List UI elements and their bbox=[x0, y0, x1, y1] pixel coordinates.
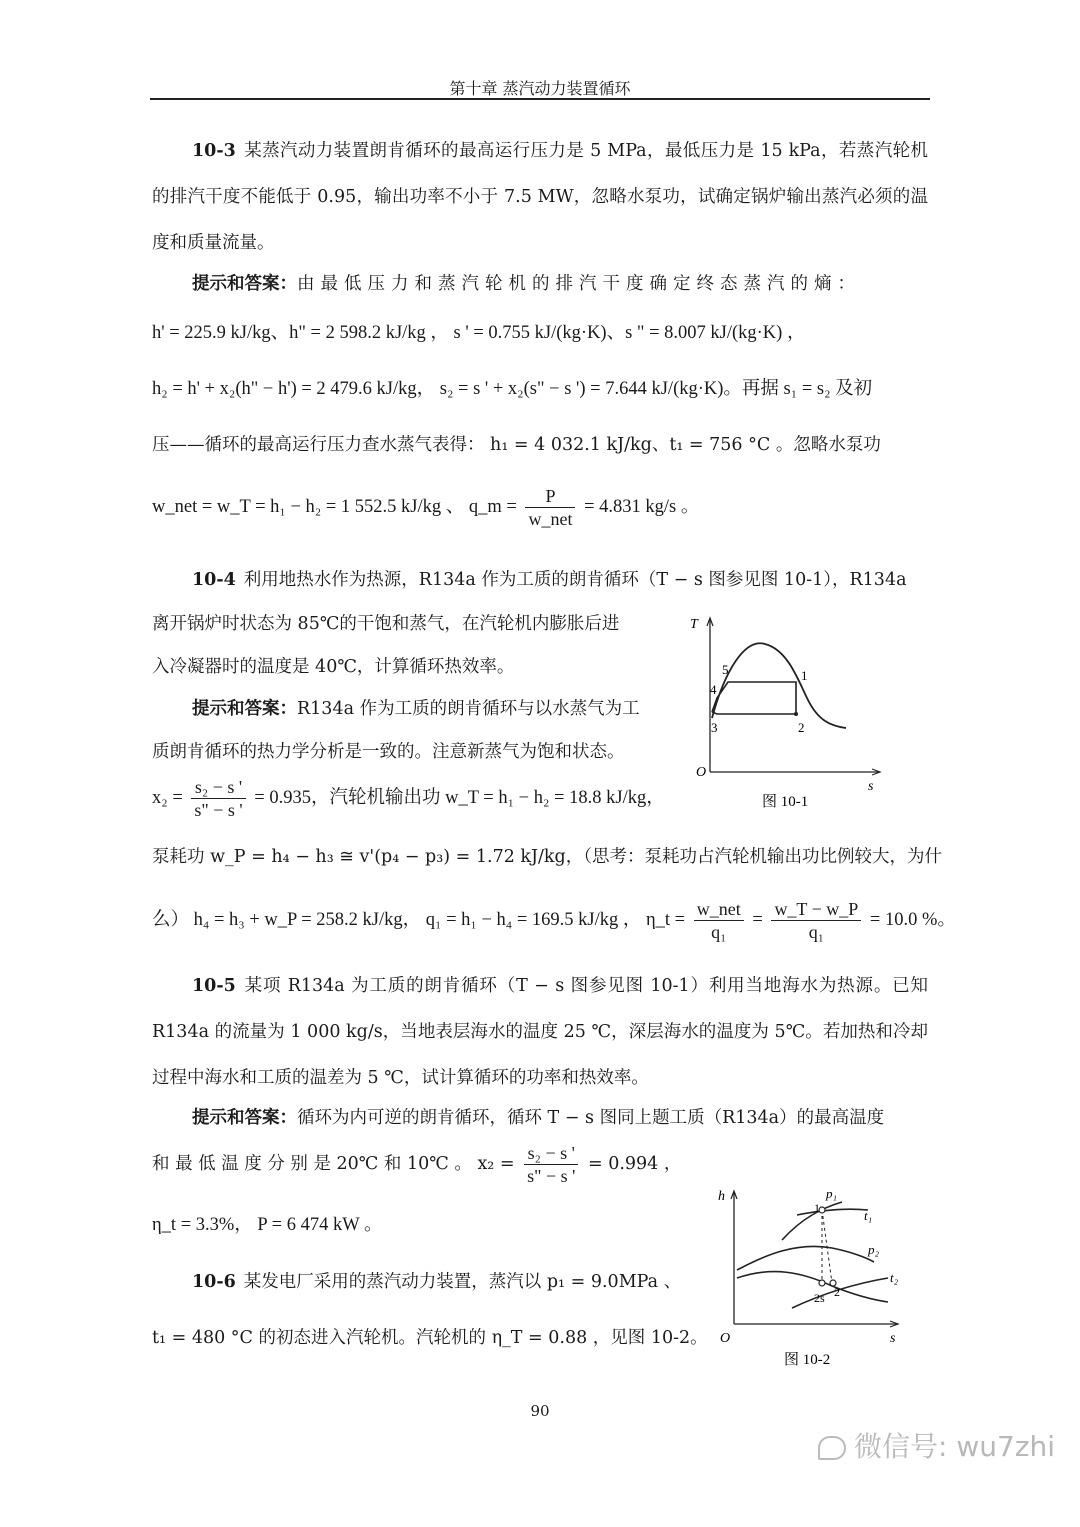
equation-part: w_net = w_T = h₁ − h₂ = 1 552.5 kJ/kg 、 q_m = bbox=[152, 496, 517, 517]
problem-10-3 bbox=[152, 128, 928, 266]
problem-10-5 bbox=[152, 963, 928, 1101]
point-label: 2s bbox=[814, 1291, 825, 1305]
state-point bbox=[794, 712, 798, 716]
point-label: 2 bbox=[834, 1285, 840, 1299]
state-point-2s bbox=[819, 1280, 825, 1286]
denominator: w_net bbox=[528, 509, 573, 529]
axis-label-s: s bbox=[890, 1331, 896, 1346]
axis-label-s: s bbox=[868, 779, 874, 794]
problem-text: 某项 R134a 为工质的朗肯循环（T − s 图参见图 10-1）利用当地海水为热源。已知 R134a 的流量为 1 000 kg/s，当地表层海水的温度 25 ℃，深层海水的温度为 5℃。若加热和冷却过程中海水和工质的温差为 5 ℃，试计算循环的功率和热效率。 bbox=[152, 976, 928, 1088]
fraction bbox=[694, 898, 744, 943]
problem-text: 某发电厂采用的蒸汽动力装置，蒸汽以 p₁ = 9.0MPa 、 bbox=[243, 1272, 682, 1292]
isotherm-t1 bbox=[797, 1209, 868, 1215]
problem-text: 利用地热水作为热源，R134a 作为工质的朗肯循环（T − s 图参见图 10-1），R134a bbox=[243, 570, 907, 590]
header-rule bbox=[150, 98, 930, 100]
curve-label: t₂ bbox=[890, 1270, 899, 1285]
problem-10-6 bbox=[192, 1268, 681, 1293]
watermark bbox=[818, 1425, 1055, 1465]
numerator: w_T − w_P bbox=[771, 898, 861, 921]
hint-10-3 bbox=[192, 270, 861, 295]
problem-number: 10-6 bbox=[192, 1272, 236, 1292]
equation: 压——循环的最高运行压力查水蒸气表得： h₁ = 4 032.1 kJ/kg、t₁ = 756 °C 。忽略水泵功 bbox=[152, 435, 881, 455]
denominator: s" − s ' bbox=[527, 1166, 576, 1186]
problem-text: 某蒸汽动力装置朗肯循环的最高运行压力是 5 MPa，最低压力是 15 kPa，若蒸汽轮机的排汽干度不能低于 0.95，输出功率不小于 7.5 MW，忽略水泵功，试确定锅炉输出蒸汽必须的温度和质量流量。 bbox=[152, 141, 928, 253]
numerator: s₂ − s ' bbox=[191, 776, 245, 799]
saturation-curve bbox=[737, 1272, 888, 1302]
problem-number: 10-5 bbox=[192, 976, 236, 996]
hint-10-4 bbox=[192, 695, 640, 720]
fraction bbox=[525, 485, 575, 530]
equation-part: 么） h₄ = h₃ + w_P = 258.2 kJ/kg， q₁ = h₁ − h₄ = 169.5 kJ/kg ， η_t = bbox=[152, 909, 686, 930]
point-label: 1 bbox=[801, 668, 808, 683]
hint-label: 提示和答案： bbox=[192, 1108, 297, 1128]
equation bbox=[152, 776, 665, 821]
fraction bbox=[524, 1142, 578, 1187]
numerator: s₂ − s ' bbox=[524, 1142, 578, 1165]
problem-number: 10-3 bbox=[192, 141, 236, 161]
equation-part: = 10.0 %。 bbox=[869, 909, 956, 930]
problem-text: 入冷凝器时的温度是 40℃，计算循环热效率。 bbox=[152, 657, 515, 677]
equation: 泵耗功 w_P = h₄ − h₃ ≅ v'(p₄ − p₃) = 1.72 kJ/kg，（思考：泵耗功占汽轮机输出功比例较大，为什 bbox=[152, 847, 942, 867]
wechat-icon bbox=[818, 1436, 846, 1460]
point-label: 3 bbox=[711, 720, 718, 735]
problem-text: 离开锅炉时状态为 85℃的干饱和蒸气，在汽轮机内膨胀后进 bbox=[152, 614, 620, 634]
isobar-p2 bbox=[737, 1246, 874, 1270]
figure-caption: 图 10-1 bbox=[762, 794, 809, 810]
figure-10-2 bbox=[712, 1182, 912, 1372]
equation bbox=[152, 898, 956, 943]
equation: η_t = 3.3%， P = 6 474 kW 。 bbox=[152, 1215, 383, 1235]
watermark-text: 微信号: wu7zhi bbox=[854, 1430, 1056, 1463]
denominator: q₁ bbox=[808, 922, 824, 942]
page-number: 90 bbox=[530, 1402, 550, 1420]
saturation-dome bbox=[712, 643, 846, 728]
problem-number: 10-4 bbox=[192, 570, 236, 590]
equation: h' = 225.9 kJ/kg、h" = 2 598.2 kJ/kg ， s ' = 0.755 kJ/(kg·K)、s " = 8.007 kJ/(kg·K) ， bbox=[152, 323, 806, 343]
hint-text: R134a 作为工质的朗肯循环与以水蒸气为工 bbox=[297, 699, 640, 719]
equation-part: = 4.831 kg/s 。 bbox=[584, 496, 700, 517]
curve-label: t₁ bbox=[864, 1208, 873, 1223]
hint-text: 由最低压力和蒸汽轮机的排汽干度确定终态蒸汽的熵： bbox=[297, 274, 861, 294]
equation-part: = 0.935，汽轮机输出功 w_T = h₁ − h₂ = 18.8 kJ/kg， bbox=[254, 787, 665, 808]
denominator: s" − s ' bbox=[194, 800, 243, 820]
figure-10-1 bbox=[690, 610, 890, 830]
equation bbox=[152, 485, 699, 530]
equation: h₂ = h' + x₂(h" − h') = 2 479.6 kJ/kg， s₂ = s ' + x₂(s" − s ') = 7.644 kJ/(kg·K)。再据 s₁ = s₂ 及初 bbox=[152, 379, 873, 399]
isotherm-t2 bbox=[792, 1278, 888, 1308]
point-label: 1 bbox=[814, 1201, 820, 1215]
equation bbox=[152, 1142, 681, 1187]
origin-label: O bbox=[696, 765, 707, 780]
fraction bbox=[191, 776, 245, 821]
equation-part: = bbox=[752, 909, 763, 930]
hint-text: 循环为内可逆的朗肯循环，循环 T − s 图同上题工质（R134a）的最高温度 bbox=[297, 1108, 885, 1128]
denominator: q₁ bbox=[711, 922, 727, 942]
running-header: 第十章 蒸汽动力装置循环 bbox=[449, 79, 631, 98]
hint-label: 提示和答案： bbox=[192, 699, 297, 719]
equation-part: = 0.994 ， bbox=[587, 1154, 682, 1174]
numerator: w_net bbox=[694, 898, 744, 921]
point-label: 2 bbox=[798, 720, 805, 735]
rankine-cycle bbox=[712, 682, 796, 714]
curve-label: p₁ bbox=[826, 1186, 838, 1201]
problem-10-4 bbox=[192, 566, 907, 591]
origin-label: O bbox=[720, 1331, 731, 1346]
figure-caption: 图 10-2 bbox=[784, 1352, 831, 1368]
axis-label-T: T bbox=[690, 617, 698, 632]
axis-label-h: h bbox=[718, 1189, 725, 1204]
curve-label: p₂ bbox=[868, 1242, 880, 1257]
isobar-p1 bbox=[782, 1202, 842, 1240]
point-label: 5 bbox=[722, 662, 729, 677]
point-label: 4 bbox=[710, 682, 717, 697]
equation-part: x₂ = bbox=[152, 787, 183, 808]
fraction bbox=[771, 898, 861, 943]
hint-10-5 bbox=[192, 1104, 884, 1129]
hint-text: 质朗肯循环的热力学分析是一致的。注意新蒸气为饱和状态。 bbox=[152, 742, 625, 762]
hint-label: 提示和答案： bbox=[192, 274, 297, 294]
problem-text: t₁ = 480 °C 的初态进入汽轮机。汽轮机的 η_T = 0.88 ，见图 10-2。 bbox=[152, 1328, 708, 1348]
equation-part: 和 最 低 温 度 分 别 是 20℃ 和 10℃ 。 x₂ = bbox=[152, 1154, 515, 1174]
numerator: P bbox=[525, 485, 575, 508]
